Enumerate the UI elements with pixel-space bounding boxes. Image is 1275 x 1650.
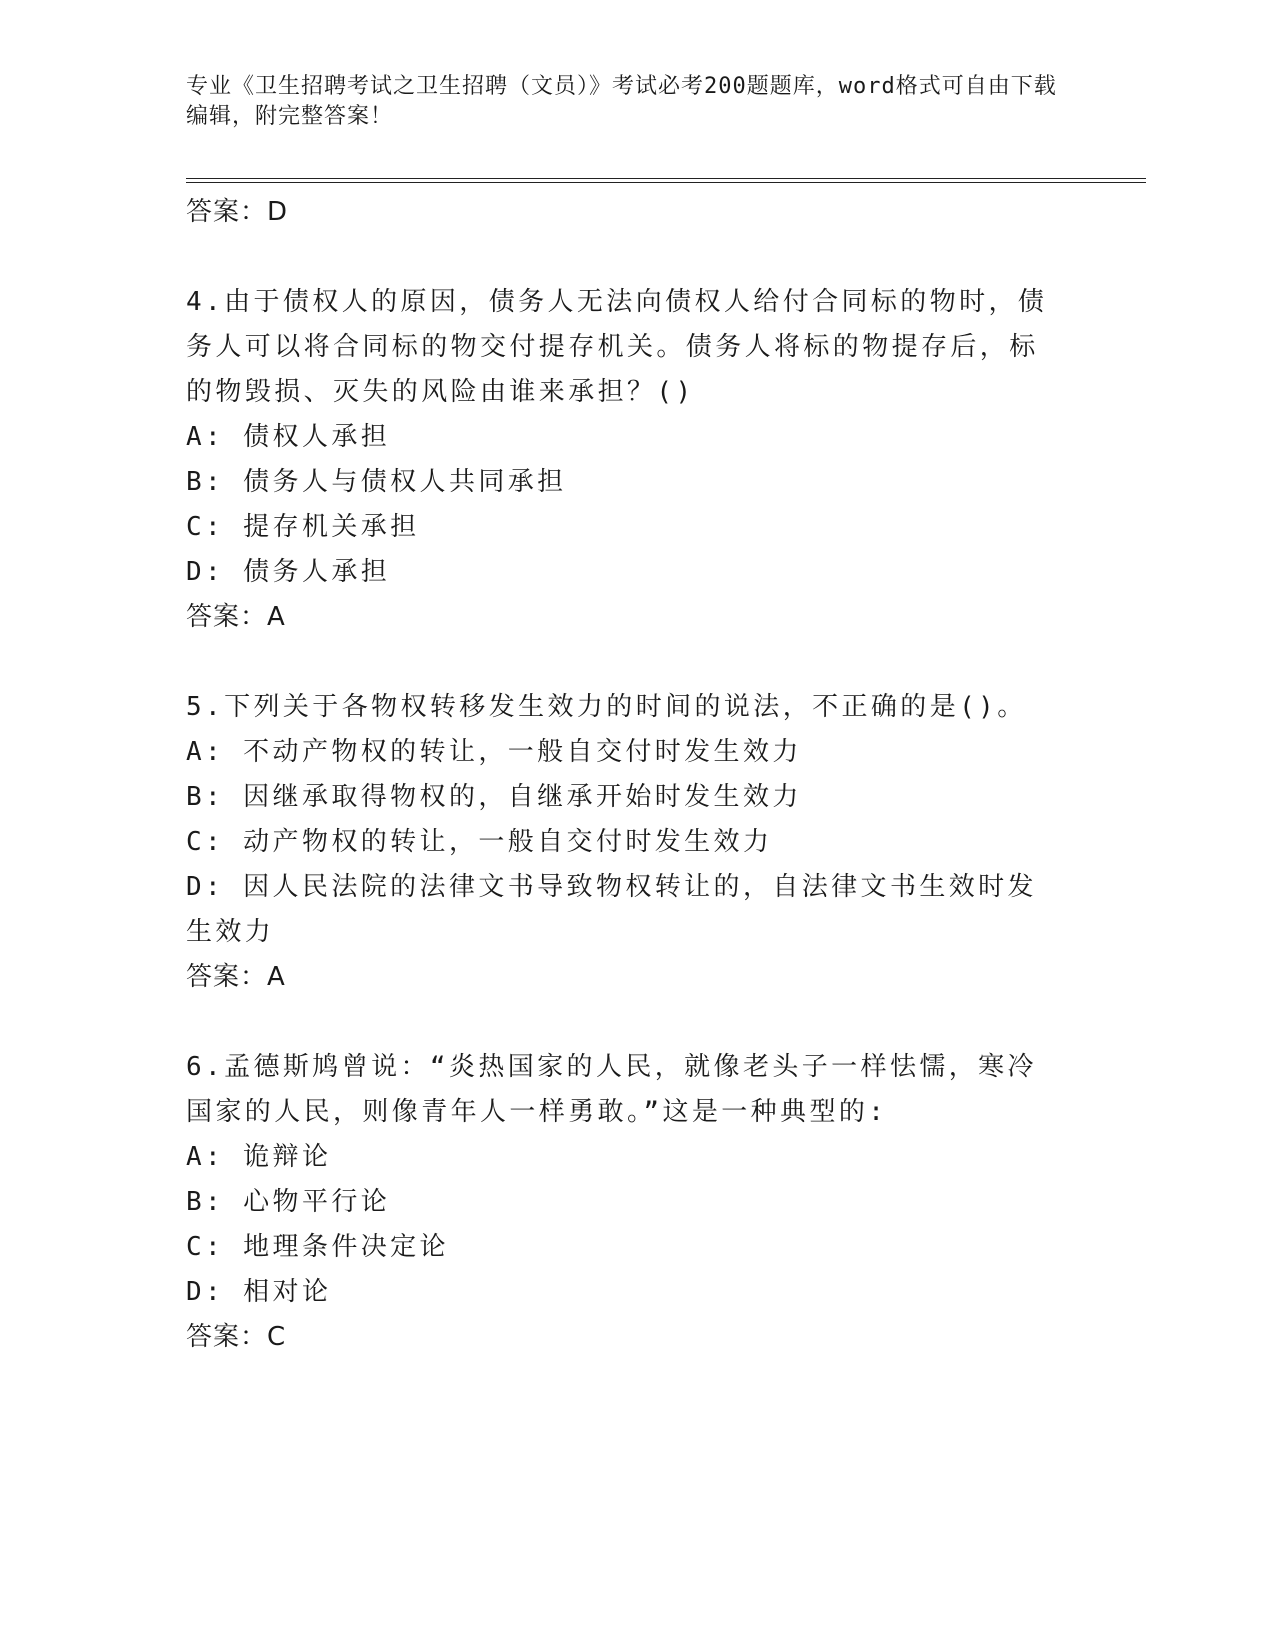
option-c: C: 动产物权的转让，一般自交付时发生效力 <box>186 827 773 857</box>
option-d: D: 相对论 <box>186 1277 332 1307</box>
option-a: A: 诡辩论 <box>186 1142 332 1172</box>
question-stem: 6.孟德斯鸠曾说：“炎热国家的人民，就像老头子一样怯懦，寒冷国家的人民，则像青年人一样勇敢。”这是一种典型的: <box>186 1052 1037 1127</box>
question-4 <box>186 280 1066 639</box>
option-c: C: 提存机关承担 <box>186 512 420 542</box>
header-rule-top <box>186 178 1146 179</box>
answer-line: 答案：A <box>186 602 286 632</box>
question-list <box>186 190 1066 1359</box>
question-stem: 4.由于债权人的原因，债务人无法向债权人给付合同标的物时，债务人可以将合同标的物交付提存机关。债务人将标的物提存后，标的物毁损、灭失的风险由谁来承担？() <box>186 287 1048 407</box>
option-a: A: 债权人承担 <box>186 422 391 452</box>
question-5 <box>186 685 1066 999</box>
answer-line: 答案：A <box>186 962 286 992</box>
option-d: D: 因人民法院的法律文书导致物权转让的，自法律文书生效时发生效力 <box>186 872 1037 947</box>
option-a: A: 不动产物权的转让，一般自交付时发生效力 <box>186 737 802 767</box>
option-c: C: 地理条件决定论 <box>186 1232 449 1262</box>
answer-line: 答案：D <box>186 197 289 227</box>
question-stem: 5.下列关于各物权转移发生效力的时间的说法，不正确的是()。 <box>186 692 1027 722</box>
header-rule-bottom <box>186 182 1146 183</box>
document-header: 专业《卫生招聘考试之卫生招聘（文员）》考试必考200题题库，word格式可自由下载编辑，附完整答案！ <box>186 74 1057 129</box>
option-b: B: 因继承取得物权的，自继承开始时发生效力 <box>186 782 802 812</box>
question-6 <box>186 1045 1066 1359</box>
option-b: B: 债务人与债权人共同承担 <box>186 467 567 497</box>
option-d: D: 债务人承担 <box>186 557 391 587</box>
option-b: B: 心物平行论 <box>186 1187 391 1217</box>
answer-line: 答案：C <box>186 1322 287 1352</box>
